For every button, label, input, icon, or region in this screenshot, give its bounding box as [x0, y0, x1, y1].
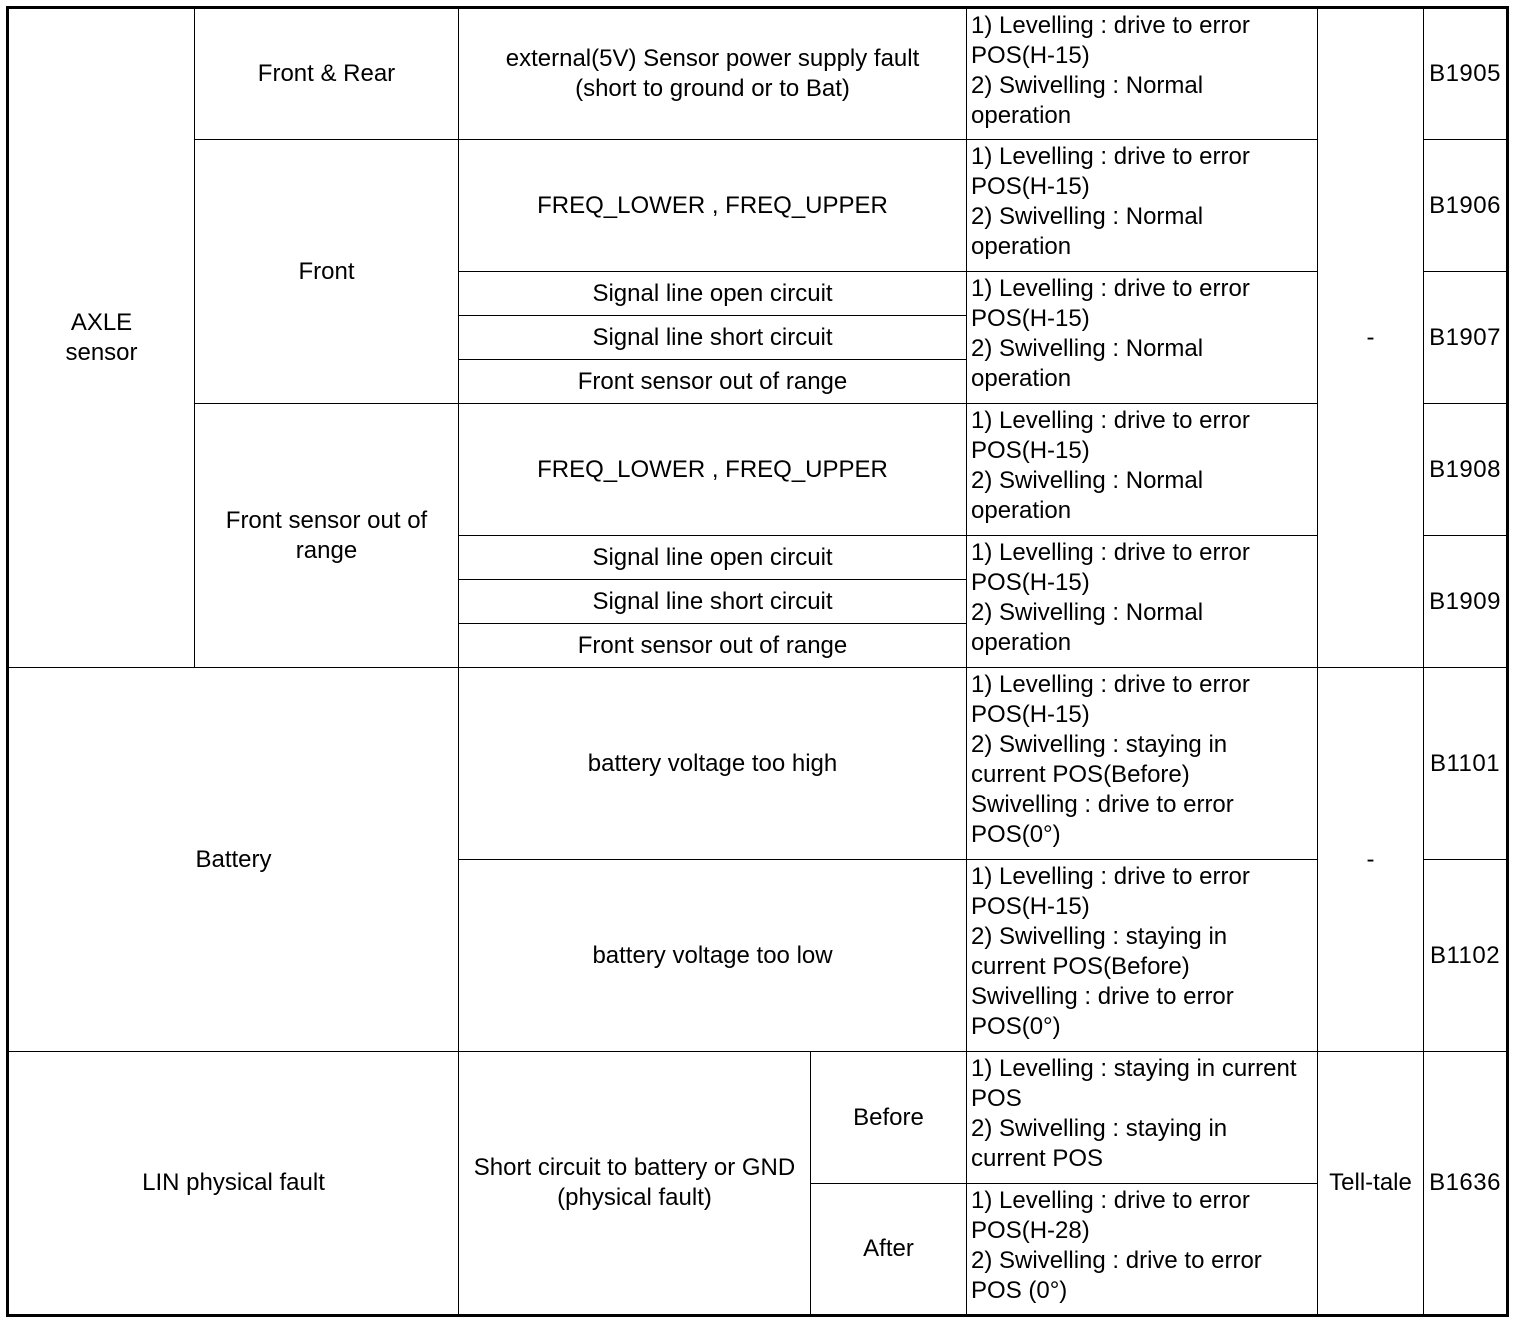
battery-low-fault: battery voltage too low	[459, 860, 967, 1052]
lin-tell-tale: Tell-tale	[1318, 1052, 1424, 1316]
dtc-code-b1908: B1908	[1424, 404, 1508, 536]
dtc-code-b1102: B1102	[1424, 860, 1508, 1052]
lin-after-label: After	[811, 1184, 967, 1316]
lin-before-label: Before	[811, 1052, 967, 1184]
table-row	[8, 1052, 1508, 1184]
action-b1907: 1) Levelling : drive to error POS(H-15) 2) Swivelling : Normal operation	[967, 272, 1318, 404]
action-b1908: 1) Levelling : drive to error POS(H-15) 2) Swivelling : Normal operation	[967, 404, 1318, 536]
axle-tell-tale: -	[1318, 8, 1424, 668]
dtc-code-b1101: B1101	[1424, 668, 1508, 860]
range-freq-fault: FREQ_LOWER , FREQ_UPPER	[459, 404, 967, 536]
front-freq-fault: FREQ_LOWER , FREQ_UPPER	[459, 140, 967, 272]
range-signal-short: Signal line short circuit	[459, 580, 967, 624]
lin-fault: Short circuit to battery or GND (physical fault)	[459, 1052, 811, 1316]
table-row	[8, 404, 1508, 536]
action-b1636-after: 1) Levelling : drive to error POS(H-28) 2) Swivelling : drive to error POS (0°)	[967, 1184, 1318, 1316]
range-signal-open: Signal line open circuit	[459, 536, 967, 580]
front-label: Front	[195, 140, 459, 404]
front-rear-label: Front & Rear	[195, 8, 459, 140]
action-b1905: 1) Levelling : drive to error POS(H-15) 2) Swivelling : Normal operation	[967, 8, 1318, 140]
table-row	[8, 140, 1508, 272]
action-b1906: 1) Levelling : drive to error POS(H-15) 2) Swivelling : Normal operation	[967, 140, 1318, 272]
front-out-of-range: Front sensor out of range	[459, 360, 967, 404]
dtc-code-b1906: B1906	[1424, 140, 1508, 272]
axle-sensor-label: AXLE sensor	[8, 8, 195, 668]
battery-tell-tale: -	[1318, 668, 1424, 1052]
front-signal-open: Signal line open circuit	[459, 272, 967, 316]
action-b1636-before: 1) Levelling : staying in current POS 2) Swivelling : staying in current POS	[967, 1052, 1318, 1184]
dtc-code-b1636: B1636	[1424, 1052, 1508, 1316]
dtc-table	[6, 6, 1509, 1317]
dtc-code-b1909: B1909	[1424, 536, 1508, 668]
battery-high-fault: battery voltage too high	[459, 668, 967, 860]
action-b1909: 1) Levelling : drive to error POS(H-15) 2) Swivelling : Normal operation	[967, 536, 1318, 668]
range-out-of-range: Front sensor out of range	[459, 624, 967, 668]
dtc-code-b1905: B1905	[1424, 8, 1508, 140]
front-signal-short: Signal line short circuit	[459, 316, 967, 360]
sensor-power-fault: external(5V) Sensor power supply fault (short to ground or to Bat)	[459, 8, 967, 140]
battery-label: Battery	[8, 668, 459, 1052]
action-b1102: 1) Levelling : drive to error POS(H-15) 2) Swivelling : staying in current POS(Before) Swivelling : drive to error POS(0°)	[967, 860, 1318, 1052]
dtc-code-b1907: B1907	[1424, 272, 1508, 404]
action-b1101: 1) Levelling : drive to error POS(H-15) 2) Swivelling : staying in current POS(Before) Swivelling : drive to error POS(0°)	[967, 668, 1318, 860]
lin-label: LIN physical fault	[8, 1052, 459, 1316]
front-sensor-range-label: Front sensor out of range	[195, 404, 459, 668]
table-row	[8, 668, 1508, 860]
table-row	[8, 8, 1508, 140]
